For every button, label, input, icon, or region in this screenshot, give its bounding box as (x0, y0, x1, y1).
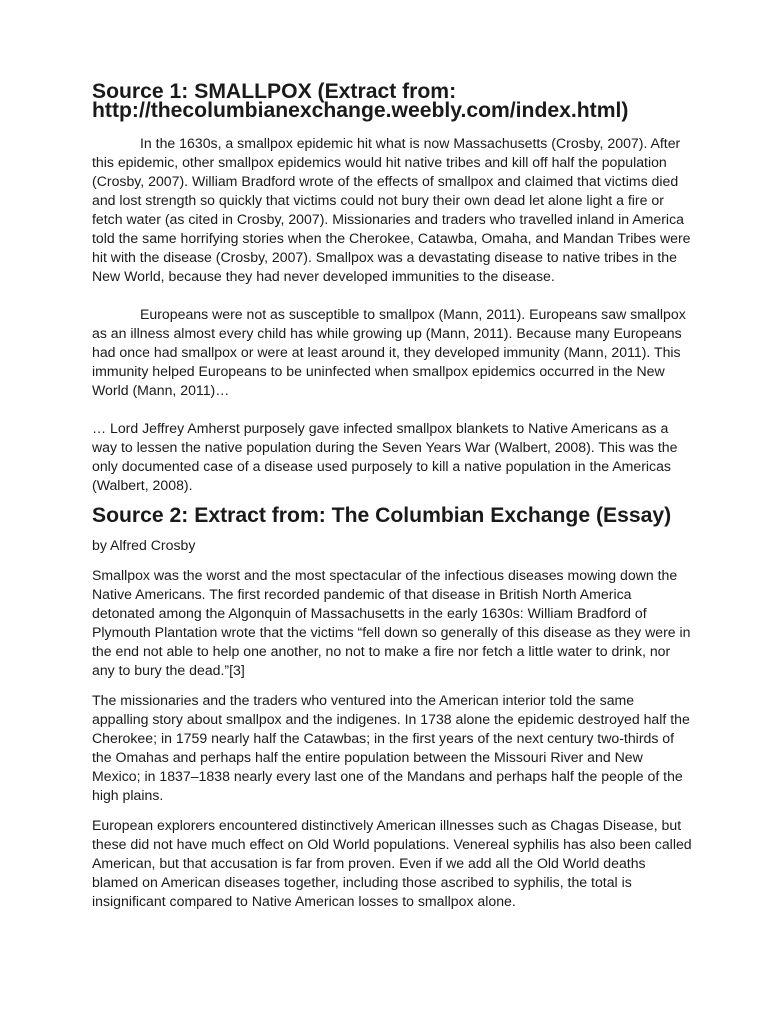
source1-paragraph-2: Europeans were not as susceptible to smallpox (Mann, 2011). Europeans saw smallpox as an illness almost every child has while growing up (Mann, 2011). Because many Europeans had once had smallpox or were at least around it, they developed immunity (Mann, 2011). This immunity helped Europeans to be uninfected when smallpox epidemics occurred in the New World (Mann, 2011)… (92, 306, 686, 398)
source2-paragraph-3: European explorers encountered distinctively American illnesses such as Chagas Disease, but these did not have much effect on Old World populations. Venereal syphilis has also been called American, but that accusation is far from proven. Even if we add all the Old World deaths blamed on American diseases together, including those ascribed to syphilis, the total is insignificant compared to Native American losses to smallpox alone. (92, 817, 692, 909)
source1-heading-url: http://thecolumbianexchange.weebly.com/index.html) (92, 99, 629, 122)
source1-heading (92, 82, 692, 120)
source2-heading: Source 2: Extract from: The Columbian Exchange (Essay) (92, 504, 672, 527)
source2-byline: by Alfred Crosby (92, 537, 196, 553)
source1-heading-title: Source 1: SMALLPOX (Extract from: (92, 80, 457, 103)
source2-paragraph-1: Smallpox was the worst and the most spectacular of the infectious diseases mowing down the Native Americans. The first recorded pandemic of that disease in British North America detonated among the Algonquin of Massachusetts in the early 1630s: William Bradford of Plymouth Plantation wrote that the victims “fell down so generally of this disease as they were in the end not able to help one another, no not to make a fire nor fetch a little water to drink, nor any to bury the dead.”[3] (92, 567, 691, 678)
document-page (92, 82, 692, 911)
source1-paragraph-1: In the 1630s, a smallpox epidemic hit what is now Massachusetts (Crosby, 2007). After this epidemic, other smallpox epidemics would hit native tribes and kill off half the population (Crosby, 2007). William Bradford wrote of the effects of smallpox and claimed that victims died and lost strength so quickly that victims could not bury their own dead let alone light a fire or fetch water (as cited in Crosby, 2007). Missionaries and traders who travelled inland in America told the same horrifying stories when the Cherokee, Catawba, Omaha, and Mandan Tribes were hit with the disease (Crosby, 2007). Smallpox was a devastating disease to native tribes in the New World, because they had never developed immunities to the disease. (92, 135, 691, 284)
source2-paragraph-2: The missionaries and the traders who ventured into the American interior told the same appalling story about smallpox and the indigenes. In 1738 alone the epidemic destroyed half the Cherokee; in 1759 nearly half the Catawbas; in the first years of the next century two-thirds of the Omahas and perhaps half the entire population between the Missouri River and New Mexico; in 1837–1838 nearly every last one of the Mandans and perhaps half the people of the high plains. (92, 692, 690, 803)
source1-paragraph-3: … Lord Jeffrey Amherst purposely gave infected smallpox blankets to Native Americans as a way to lessen the native population during the Seven Years War (Walbert, 2008). This was the only documented case of a disease used purposely to kill a native population in the Americas (Walbert, 2008). (92, 420, 678, 493)
